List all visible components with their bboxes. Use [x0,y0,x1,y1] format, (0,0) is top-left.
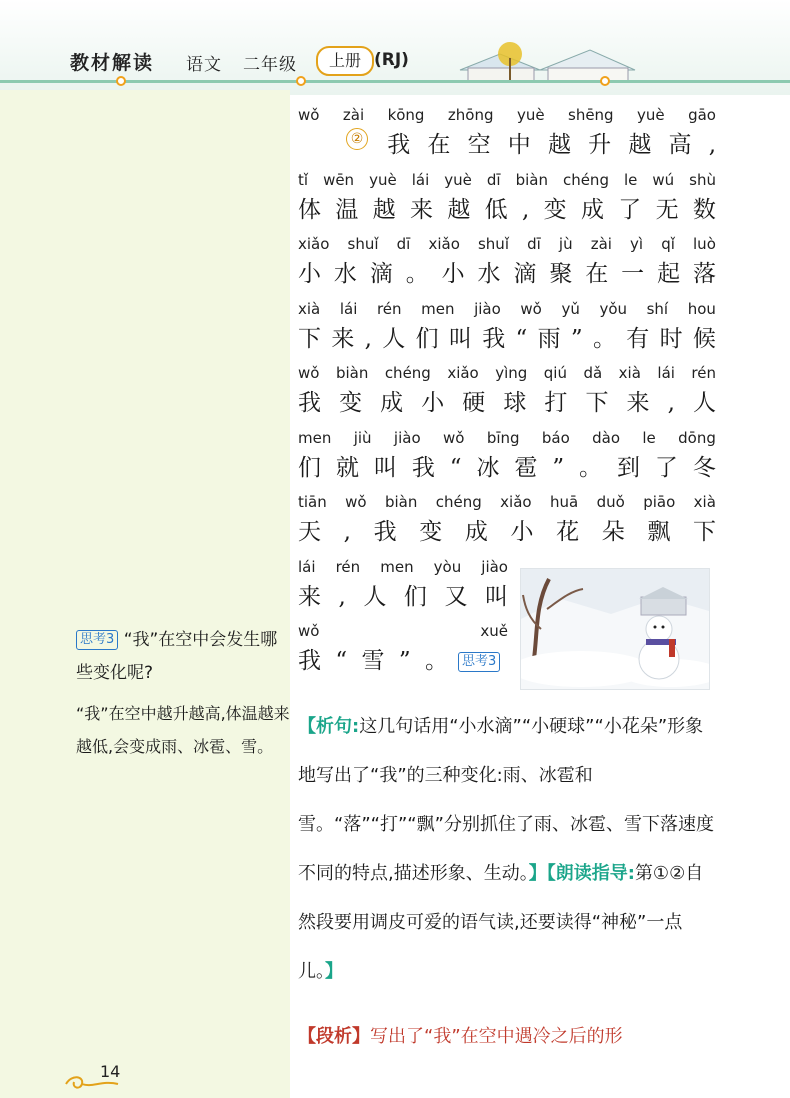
hanzi-char: 我 [411,454,435,481]
hanzi-char: 滴 [369,261,393,287]
hanzi-char: 下 [692,519,716,545]
pinyin-syllable: xiǎo [500,493,532,511]
hanzi-char: 来 [298,583,321,610]
hanzi-char: 我 [298,390,321,416]
hanzi-char: 们 [415,325,439,352]
hanzi-char: 叫 [448,325,472,352]
hanzi-char: 天 [298,519,321,545]
analysis-block [298,702,716,996]
hanzi-char: 我 [387,132,411,158]
pinyin-syllable: chéng [562,170,609,189]
page-header [0,0,790,95]
reading-line [298,362,716,427]
hanzi-char: 变 [419,519,443,545]
pinyin-syllable: qǐ [661,235,675,253]
hanzi-char: 飘 [647,519,671,545]
hanzi-char: 升 [588,132,612,158]
reading-line [298,427,716,492]
edition-label: (RJ) [374,50,409,70]
analysis-text: 这几句话用“小水滴”“小硬球”“小花朵”形象地写出了“我”的三种变化:雨、冰雹和雪。“落”“打”“飘”分别抓住了雨、冰雹、雪下落速度不同的特点,描述形象、生动。 [298,716,714,884]
hanzi-char: 成 [464,519,488,545]
pinyin-syllable: jiào [474,299,501,318]
hanzi-char: 成 [580,196,604,223]
pinyin-syllable: yǔ [561,299,580,318]
sidebar-panel [0,90,290,1098]
house-illustration-icon [440,40,640,85]
pinyin-syllable: tǐ [298,170,309,189]
pinyin-syllable: huā [549,493,579,511]
pinyin-syllable: rén [335,557,361,576]
hanzi-char: ” [552,454,565,481]
pinyin-syllable: bīng [486,428,520,447]
pinyin-syllable: xià [618,364,641,382]
pinyin-syllable: yuè [516,106,545,124]
hanzi-char: 在 [427,132,451,158]
reading-guide-marker: 【朗读指导: [546,863,635,884]
hanzi-char: “ [449,454,462,481]
hanzi-char: , [708,132,716,158]
hanzi-char: 变 [339,390,363,416]
hanzi-char: 硬 [462,390,486,416]
hanzi-char: 到 [616,454,640,481]
pinyin-syllable: duǒ [596,493,625,511]
reading-line [298,104,716,169]
hanzi-char: 小 [510,519,534,545]
pinyin-line [298,233,716,257]
pinyin-syllable: jiù [353,428,372,447]
think-answer: “我”在空中越升越高,体温越来越低,会变成雨、冰雹、雪。 [76,704,290,756]
hanzi-line [298,451,716,485]
hanzi-char: 小 [441,261,465,287]
pinyin-syllable: lái [411,170,430,189]
hanzi-char: 起 [657,261,681,287]
pinyin-syllable: dī [486,170,501,189]
pinyin-line [298,298,716,322]
hanzi-char: 我 [373,519,397,545]
pinyin-syllable: wǒ [520,299,542,318]
hanzi-char: 花 [556,519,580,545]
hanzi-char: 下 [585,390,609,416]
pinyin-syllable: lái [657,364,675,382]
hanzi-line [298,644,448,678]
hanzi-char: , [364,325,372,352]
pinyin-syllable: shēng [568,106,614,124]
pinyin-line [298,491,716,515]
pinyin-syllable: jiào [393,428,421,447]
subject-label: 语文 [186,55,222,75]
hanzi-char: 聚 [549,261,573,287]
pinyin-syllable: wú [652,170,675,189]
pinyin-syllable: dǎ [583,364,603,382]
segment-analysis [298,1022,716,1052]
pinyin-syllable: xià [693,493,716,511]
pinyin-syllable: xiǎo [298,235,330,253]
pinyin-syllable: men [380,557,414,576]
pinyin-syllable: chéng [435,493,482,511]
pinyin-line [298,427,716,451]
hanzi-char: 越 [372,196,396,223]
pinyin-syllable: yǒu [599,299,627,318]
pinyin-syllable: dī [396,235,411,253]
hanzi-char: 就 [335,454,359,481]
rule-dot-icon [296,76,306,86]
hanzi-char: 。 [405,261,429,287]
pinyin-syllable: hou [687,299,716,318]
pinyin-syllable: báo [541,428,570,447]
hanzi-char: , [521,196,530,223]
hanzi-char: 球 [503,390,527,416]
pinyin-syllable: zài [590,235,612,253]
hanzi-char: 数 [692,196,716,223]
hanzi-char: , [338,583,346,610]
pinyin-syllable: tiān [298,493,327,511]
pinyin-syllable: shuǐ [347,235,379,253]
volume-badge: 上册 [316,46,374,76]
pinyin-syllable: jù [558,235,573,253]
hanzi-char: 越 [628,132,652,158]
hanzi-char: 又 [444,583,468,610]
hanzi-char: 低 [484,196,508,223]
pinyin-line [298,620,508,644]
think-badge: 思考3 [76,630,118,650]
pinyin-syllable: yòu [433,557,462,576]
pinyin-syllable: kōng [387,106,425,124]
segment-marker: 【段析】 [298,1026,370,1047]
pinyin-syllable: xià [298,299,321,318]
hanzi-char: 水 [333,261,357,287]
pinyin-syllable: wēn [323,170,355,189]
pinyin-syllable: dào [592,428,621,447]
hanzi-char: 朵 [601,519,625,545]
rule-dot-icon [600,76,610,86]
hanzi-char: , [343,519,351,545]
pinyin-syllable: jiào [481,557,508,576]
hanzi-line [298,386,716,420]
hanzi-char: 空 [467,132,491,158]
book-title: 教材解读 [70,52,155,74]
pinyin-syllable: yuè [444,170,472,189]
hanzi-line [298,580,508,614]
pinyin-syllable: wǒ [443,428,465,447]
pinyin-syllable: shuǐ [477,235,509,253]
rule-dot-icon [116,76,126,86]
hanzi-char: 我 [482,325,506,352]
pinyin-syllable: zhōng [447,106,494,124]
pinyin-syllable: zài [342,106,365,124]
pinyin-syllable: biàn [384,493,418,511]
pinyin-line [298,556,508,580]
hanzi-char: 来 [331,325,355,352]
pinyin-syllable: yìng [495,364,528,382]
hanzi-char: 冰 [476,454,500,481]
hanzi-char: 变 [543,196,567,223]
hanzi-char: 人 [692,390,716,416]
reading-line [298,298,716,363]
pinyin-syllable: le [623,170,638,189]
pinyin-syllable: yì [630,235,644,253]
hanzi-char: 。 [424,648,448,674]
pinyin-line [298,169,716,193]
hanzi-char: 了 [618,196,642,223]
hanzi-char: 雨 [537,325,561,352]
pinyin-syllable: rén [376,299,402,318]
think-question-text: “我”在空中会发生哪些变化呢? [76,630,278,683]
hanzi-char: 时 [659,325,683,352]
hanzi-line [298,128,716,162]
pinyin-syllable: wǒ [298,106,320,124]
pinyin-syllable: qiú [543,364,567,382]
hanzi-char: , [667,390,675,416]
pinyin-syllable: lái [298,557,316,576]
hanzi-char: 小 [421,390,445,416]
hanzi-char: 越 [547,132,571,158]
snowman-illustration [520,568,710,690]
pinyin-syllable: men [298,428,332,447]
pinyin-syllable: le [642,428,656,447]
hanzi-char: “ [335,648,348,674]
hanzi-char: 落 [692,261,716,287]
hanzi-char: 们 [298,454,321,481]
hanzi-char: 人 [382,325,406,352]
pinyin-syllable: shí [646,299,669,318]
pinyin-syllable: wǒ [298,622,320,640]
hanzi-char: 我 [298,648,321,674]
hanzi-char: 小 [298,261,321,287]
pinyin-syllable: rén [691,364,716,382]
pinyin-syllable: dōng [678,428,716,447]
hanzi-char: 人 [363,583,387,610]
pinyin-syllable: men [421,299,455,318]
hanzi-char: 中 [507,132,531,158]
pinyin-syllable: yuè [369,170,397,189]
hanzi-char: 越 [447,196,471,223]
hanzi-char: 来 [409,196,433,223]
grade-label: 二年级 [243,55,297,75]
pinyin-syllable: lái [339,299,358,318]
pinyin-syllable: wǒ [298,364,320,382]
pinyin-syllable: yuè [637,106,665,124]
hanzi-char: 雹 [514,454,538,481]
hanzi-char: 有 [626,325,650,352]
pinyin-syllable: dī [527,235,541,253]
pinyin-syllable: luò [693,235,716,253]
segment-text: 写出了“我”在空中遇冷之后的形 [370,1026,623,1047]
pinyin-syllable: gāo [688,106,716,124]
hanzi-char: 雪 [361,648,385,674]
hanzi-line [298,322,716,356]
pinyin-syllable: shù [689,170,716,189]
analysis-marker: 【析句: [298,716,360,737]
hanzi-char: 水 [477,261,501,287]
hanzi-char: 候 [692,325,716,352]
page-number: 14 [100,1062,121,1081]
reading-guide-text: 第①②自然段要用调皮可爱的语气读,还要读得“神秘”一点儿。 [298,863,704,982]
pinyin-syllable: piāo [643,493,676,511]
think-question [76,624,292,690]
analysis-close: 】 [528,863,547,884]
hanzi-char: 们 [403,583,427,610]
think-box [76,624,292,763]
hanzi-char: “ [515,325,528,352]
snowman-scene-icon [521,569,709,689]
pinyin-syllable: biàn [335,364,369,382]
reading-line [298,491,716,556]
hanzi-char: 滴 [513,261,537,287]
hanzi-char: 打 [544,390,568,416]
hanzi-char: 。 [579,454,603,481]
hanzi-char: 叫 [484,583,508,610]
hanzi-line [298,257,716,291]
hanzi-char: 在 [585,261,609,287]
hanzi-char: 了 [654,454,678,481]
hanzi-char: 无 [655,196,679,223]
pinyin-syllable: wǒ [345,493,367,511]
hanzi-char: 体 [298,196,321,223]
reading-guide-close: 】 [325,961,343,982]
reading-line [298,233,716,298]
hanzi-char: 冬 [692,454,716,481]
pinyin-syllable: xuě [480,622,508,640]
reading-line [298,169,716,234]
hanzi-char: 成 [380,390,404,416]
pinyin-syllable: xiǎo [428,235,460,253]
pinyin-line [298,362,716,386]
pinyin-syllable: biàn [515,170,548,189]
hanzi-line [298,515,716,549]
think-badge-inline: 思考3 [458,652,500,672]
hanzi-char: ” [398,648,411,674]
hanzi-char: 。 [592,325,616,352]
hanzi-char: 来 [626,390,650,416]
hanzi-char: ” [570,325,583,352]
hanzi-char: 叫 [373,454,397,481]
hanzi-char: 下 [298,325,321,352]
hanzi-char: 一 [621,261,645,287]
hanzi-line [298,193,716,227]
hanzi-char: 温 [335,196,359,223]
pinyin-syllable: xiǎo [447,364,479,382]
pinyin-line [298,104,716,128]
hanzi-char: 高 [668,132,692,158]
pinyin-syllable: chéng [384,364,431,382]
paragraph-number: ② [346,128,368,150]
